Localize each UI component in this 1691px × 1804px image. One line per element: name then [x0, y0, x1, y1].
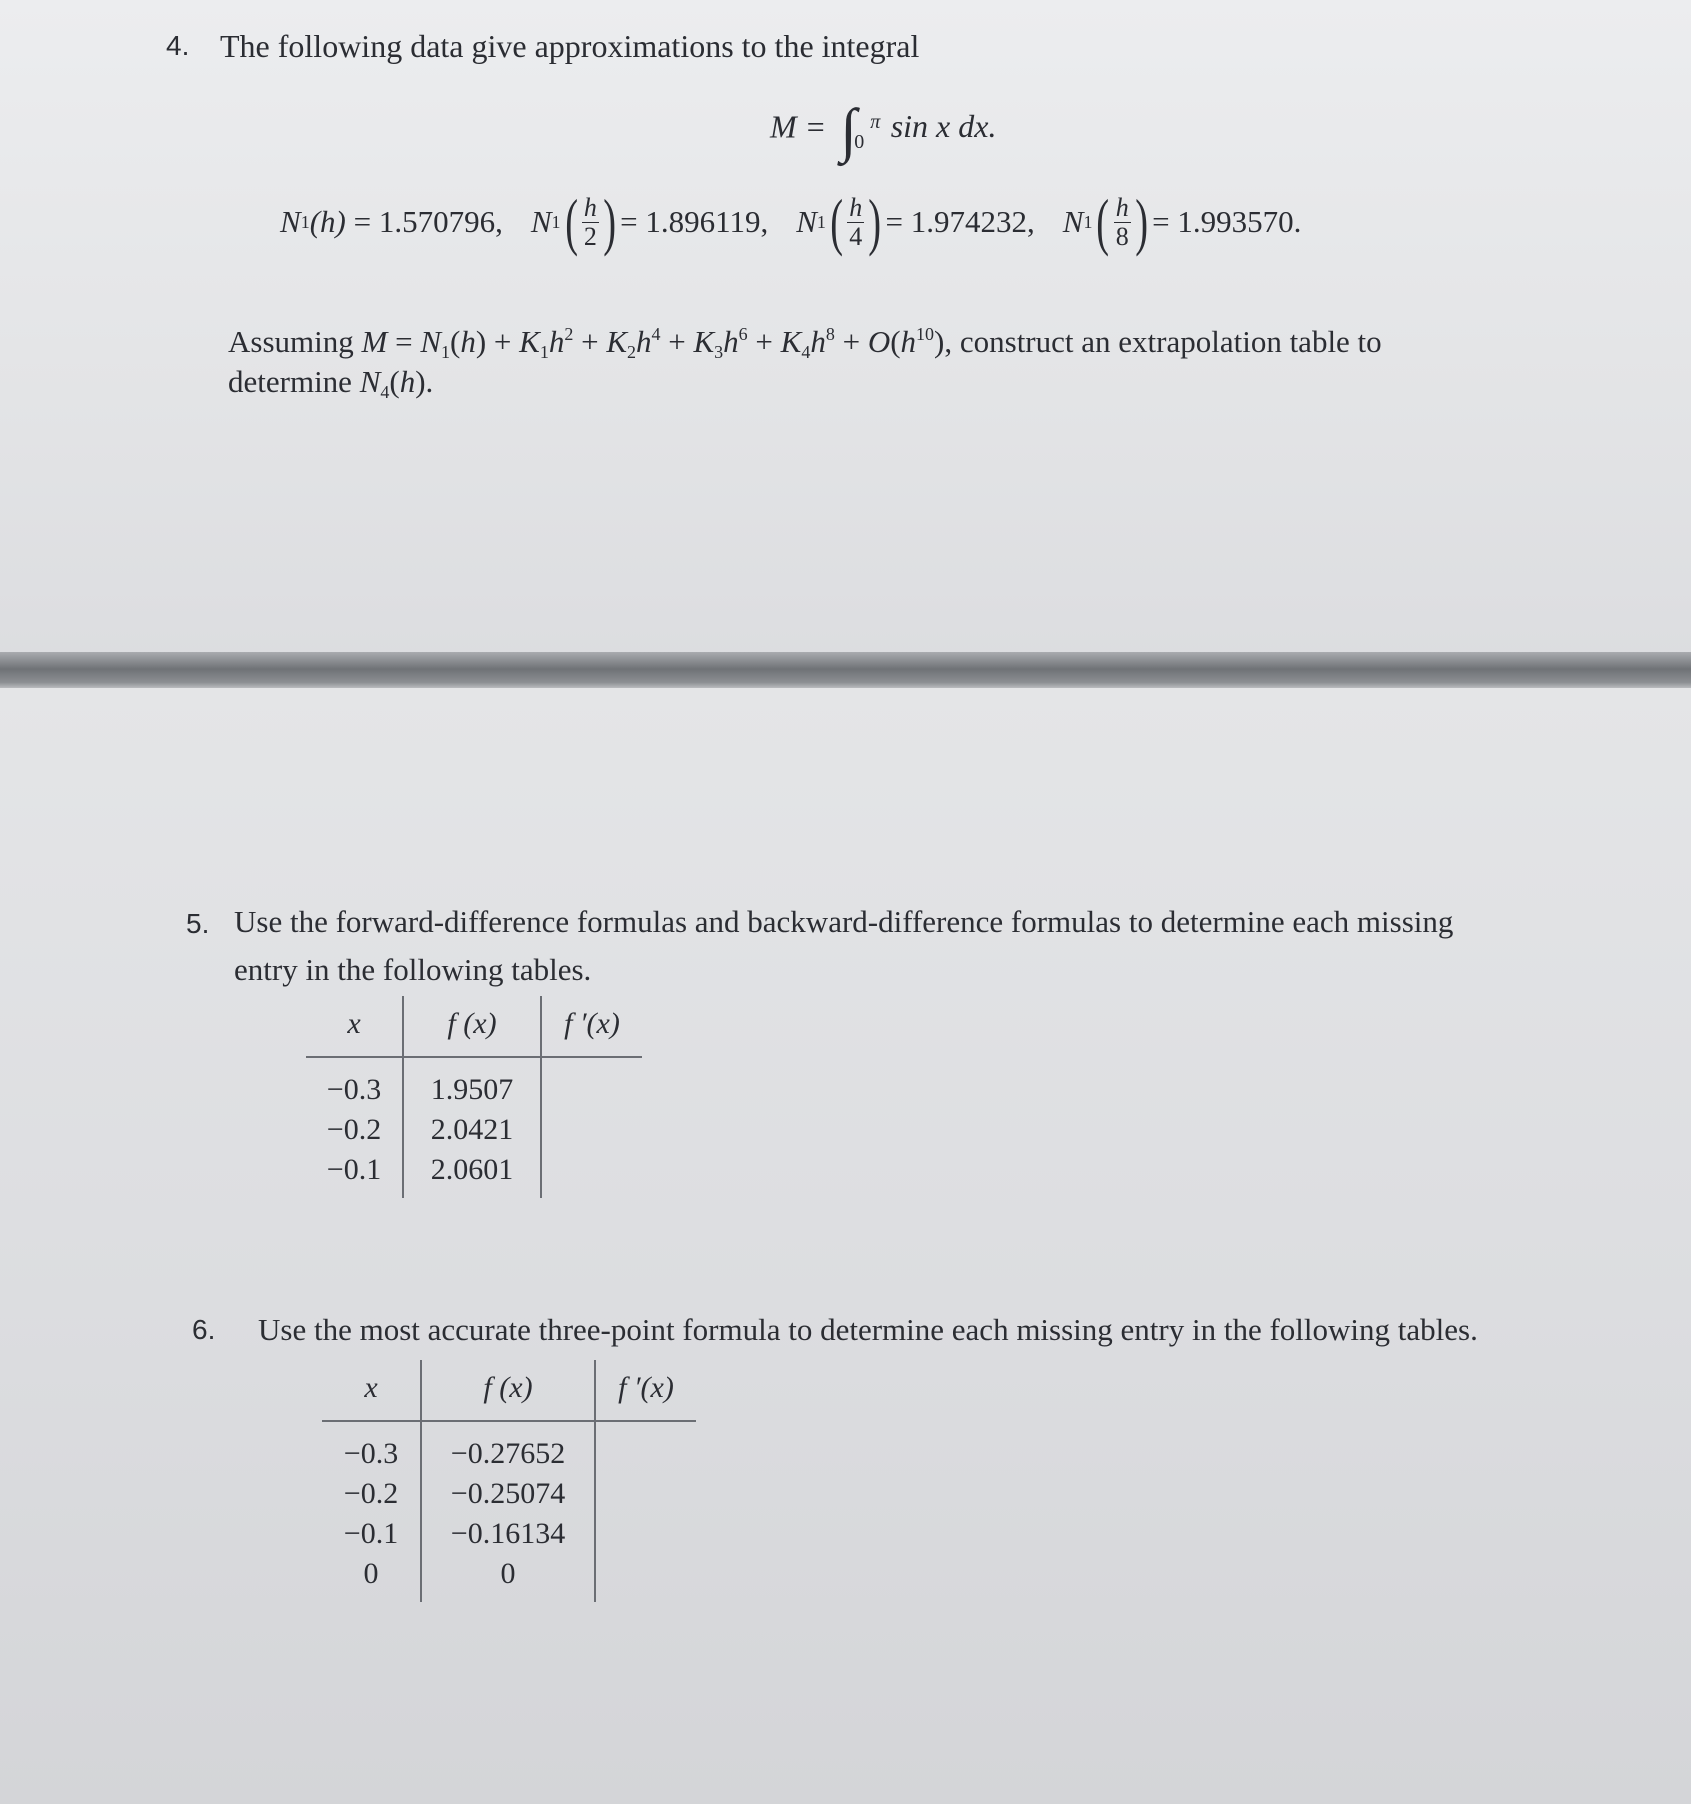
integrand: sin x dx.	[890, 108, 997, 145]
table-row: −0.1 2.0601	[306, 1150, 642, 1198]
assumption-line-1: Assuming $M = N_1(h) + K_1h^2 + K_2h^4 + K_3h^6 + K_4h^8 + O(h^{10})$, construct an extrapolation table to	[228, 324, 1382, 362]
table-row: −0.1 −0.16134	[322, 1514, 696, 1554]
approximation-item: N 1 ( $\frac{h}{2}$ ) = 1.896119,	[530, 186, 769, 257]
header-x: x	[306, 996, 403, 1057]
table-row: 0 0	[322, 1554, 696, 1602]
table-row: −0.3 −0.27652	[322, 1421, 696, 1474]
integral-lower-limit: 0	[854, 131, 865, 153]
problem-5-table	[306, 996, 642, 1198]
problem-5-line-1: Use the forward-difference formulas and backward-difference formulas to determine each missing	[234, 904, 1454, 939]
problem-6-line-1: Use the most accurate three-point formula to determine each missing entry in the following tables.	[258, 1312, 1478, 1347]
header-fprime: f ′(x)	[541, 996, 642, 1057]
assumption-formula: M	[361, 324, 388, 359]
problem-4-intro: The following data give approximations to the integral	[220, 28, 920, 64]
approximation-item: N 1 (h) = 1.570796,	[280, 204, 503, 239]
table-row: −0.2 −0.25074	[322, 1474, 696, 1514]
table-row: −0.3 1.9507	[306, 1057, 642, 1110]
table-header-row	[322, 1360, 696, 1421]
assumption-line-2: determine $N_4(h)$.	[228, 364, 434, 402]
problem-5-number: 5.	[186, 908, 210, 939]
header-fprime: f ′(x)	[595, 1360, 696, 1421]
problem-6-number: 6.	[192, 1314, 216, 1345]
table-row: −0.2 2.0421	[306, 1110, 642, 1150]
integral-lhs: M =	[770, 108, 827, 145]
table-header-row	[306, 996, 642, 1057]
problem-5-line-2: entry in the following tables.	[234, 952, 592, 987]
integral-sign: ∫ π 0	[840, 100, 856, 160]
integral-upper-limit: π	[870, 111, 881, 133]
approximation-item: N 1 ( $\frac{h}{8}$ ) = 1.993570.	[1062, 186, 1302, 257]
problem-4-number: 4.	[166, 30, 190, 61]
header-x: x	[322, 1360, 421, 1421]
problem-6-table	[322, 1360, 696, 1602]
approximation-item: N 1 ( $\frac{h}{4}$ ) = 1.974232,	[796, 186, 1035, 257]
header-fx: f (x)	[421, 1360, 595, 1421]
header-fx: f (x)	[403, 996, 541, 1057]
